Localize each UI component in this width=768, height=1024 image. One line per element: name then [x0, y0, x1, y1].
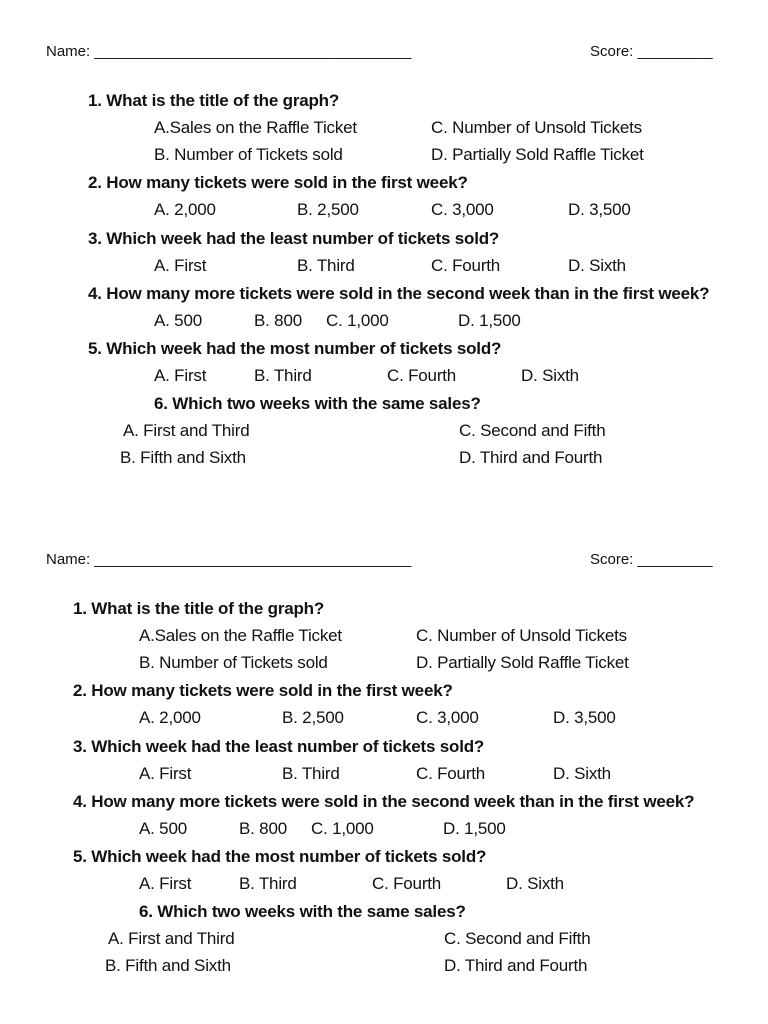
- question-4: 4. How many more tickets were sold in the second week than in the first week?: [73, 792, 695, 811]
- question-2-option-b: B. 2,500: [282, 708, 344, 727]
- question-2-option-a: A. 2,000: [139, 708, 201, 727]
- question-1-option-a: A.Sales on the Raffle Ticket: [139, 626, 342, 645]
- question-2-option-c: C. 3,000: [416, 708, 479, 727]
- question-3-option-b: B. Third: [297, 256, 355, 275]
- question-1-option-b: B. Number of Tickets sold: [139, 653, 328, 672]
- question-1-option-c: C. Number of Unsold Tickets: [416, 626, 627, 645]
- question-5-option-b: B. Third: [239, 874, 297, 893]
- question-5-option-d: D. Sixth: [521, 366, 579, 385]
- question-1: 1. What is the title of the graph?: [88, 91, 340, 110]
- question-4-option-d: D. 1,500: [458, 311, 521, 330]
- question-1-option-c: C. Number of Unsold Tickets: [431, 118, 642, 137]
- question-1-option-b: B. Number of Tickets sold: [154, 145, 343, 164]
- name-field-label: Name: ______________________________________: [46, 43, 412, 60]
- name-field-label: Name: ______________________________________: [46, 551, 412, 568]
- question-5: 5. Which week had the most number of tickets sold?: [88, 339, 502, 358]
- question-2-option-b: B. 2,500: [297, 200, 359, 219]
- question-6-option-d: D. Third and Fourth: [444, 956, 588, 975]
- question-3-option-d: D. Sixth: [568, 256, 626, 275]
- question-3-option-c: C. Fourth: [431, 256, 501, 275]
- question-5-option-b: B. Third: [254, 366, 312, 385]
- question-6-option-c: C. Second and Fifth: [444, 929, 591, 948]
- question-6-option-a: A. First and Third: [123, 421, 250, 440]
- score-field-label: Score: _________: [590, 43, 713, 60]
- question-6-option-b: B. Fifth and Sixth: [105, 956, 231, 975]
- question-6-option-a: A. First and Third: [108, 929, 235, 948]
- question-4-option-b: B. 800: [239, 819, 287, 838]
- question-3: 3. Which week had the least number of tickets sold?: [88, 229, 500, 248]
- question-1-option-a: A.Sales on the Raffle Ticket: [154, 118, 357, 137]
- question-3-option-b: B. Third: [282, 764, 340, 783]
- question-5-option-d: D. Sixth: [506, 874, 564, 893]
- question-2-option-d: D. 3,500: [568, 200, 631, 219]
- question-1-option-d: D. Partially Sold Raffle Ticket: [431, 145, 644, 164]
- question-2: 2. How many tickets were sold in the first week?: [73, 681, 453, 700]
- question-4-option-c: C. 1,000: [311, 819, 374, 838]
- quiz-sheet-2: [0, 508, 768, 1008]
- question-4-option-a: A. 500: [139, 819, 187, 838]
- question-6: 6. Which two weeks with the same sales?: [154, 394, 481, 413]
- question-4-option-b: B. 800: [254, 311, 302, 330]
- question-4-option-d: D. 1,500: [443, 819, 506, 838]
- question-4-option-c: C. 1,000: [326, 311, 389, 330]
- question-6-option-d: D. Third and Fourth: [459, 448, 603, 467]
- question-5-option-c: C. Fourth: [372, 874, 442, 893]
- question-2: 2. How many tickets were sold in the first week?: [88, 173, 468, 192]
- question-3-option-d: D. Sixth: [553, 764, 611, 783]
- score-field-label: Score: _________: [590, 551, 713, 568]
- question-4-option-a: A. 500: [154, 311, 202, 330]
- question-1: 1. What is the title of the graph?: [73, 599, 325, 618]
- quiz-sheet-1: [0, 0, 768, 500]
- question-5: 5. Which week had the most number of tickets sold?: [73, 847, 487, 866]
- question-2-option-d: D. 3,500: [553, 708, 616, 727]
- question-6: 6. Which two weeks with the same sales?: [139, 902, 466, 921]
- question-2-option-a: A. 2,000: [154, 200, 216, 219]
- question-4: 4. How many more tickets were sold in the second week than in the first week?: [88, 284, 710, 303]
- question-1-option-d: D. Partially Sold Raffle Ticket: [416, 653, 629, 672]
- question-3-option-c: C. Fourth: [416, 764, 486, 783]
- question-3-option-a: A. First: [154, 256, 207, 275]
- question-3-option-a: A. First: [139, 764, 192, 783]
- question-2-option-c: C. 3,000: [431, 200, 494, 219]
- question-6-option-b: B. Fifth and Sixth: [120, 448, 246, 467]
- question-5-option-a: A. First: [154, 366, 207, 385]
- question-3: 3. Which week had the least number of tickets sold?: [73, 737, 485, 756]
- question-5-option-a: A. First: [139, 874, 192, 893]
- question-6-option-c: C. Second and Fifth: [459, 421, 606, 440]
- question-5-option-c: C. Fourth: [387, 366, 457, 385]
